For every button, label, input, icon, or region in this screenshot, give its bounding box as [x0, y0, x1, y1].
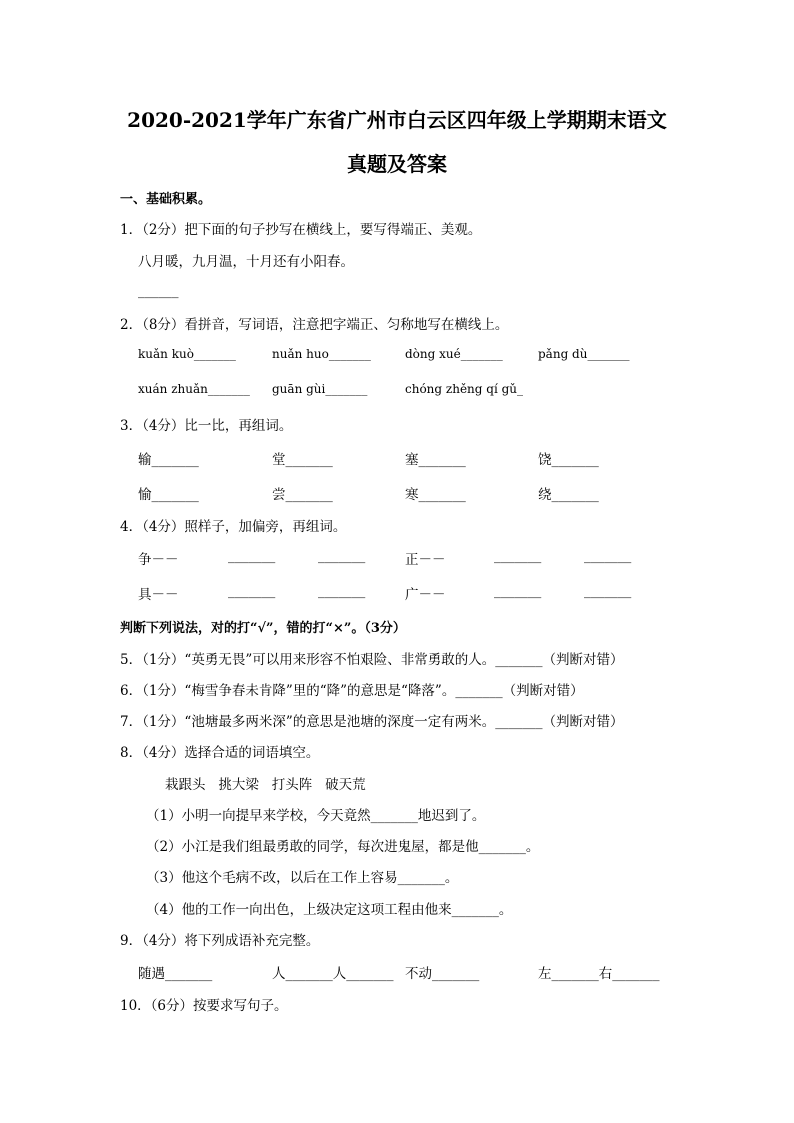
pinyin-item: dòng xué_______: [405, 347, 503, 361]
question-8-item: （4）他的工作一向出色，上级决定这项工程由他来_______。: [146, 902, 513, 918]
radical-blank: _______: [228, 583, 276, 599]
section-heading-basics: 一、基础积累。: [120, 192, 212, 207]
idiom-item: 人_______人_______: [272, 966, 394, 982]
radical-blank: _______: [318, 583, 366, 599]
question-8-stem: 8．（4分）选择合适的词语填空。: [120, 745, 320, 761]
question-8-item: （2）小江是我们组最勇敢的同学，每次进鬼屋，都是他_______。: [146, 839, 540, 855]
question-10-stem: 10．（6分）按要求写句子。: [120, 998, 288, 1014]
question-7: 7．（1分）“池塘最多两米深”的意思是池塘的深度一定有两米。_______（判断对错）: [120, 714, 624, 730]
compare-word-item: 寒_______: [405, 487, 466, 503]
question-8-item: （1）小明一向提早来学校，今天竟然_______地迟到了。: [146, 808, 486, 824]
radical-blank: _______: [318, 548, 366, 564]
document-title-line1: 2020-2021学年广东省广州市白云区四年级上学期期末语文: [127, 108, 667, 132]
question-4-stem: 4．（4分）照样子，加偏旁，再组词。: [120, 519, 347, 535]
pinyin-item: kuǎn kuò_______: [138, 347, 236, 361]
radical-blank: _______: [494, 583, 542, 599]
radical-item: 具－－: [138, 587, 179, 603]
radical-blank: _______: [494, 548, 542, 564]
compare-word-item: 输_______: [138, 452, 199, 468]
document-title-line2: 真题及答案: [347, 152, 447, 176]
question-6: 6．（1分）“梅雪争春未肯降”里的“降”的意思是“降落”。_______（判断对错）: [120, 683, 584, 699]
radical-blank: _______: [584, 583, 632, 599]
pinyin-item: nuǎn huo_______: [272, 347, 371, 361]
pinyin-item: guān gùi_______: [272, 382, 368, 396]
compare-word-item: 尝_______: [272, 487, 333, 503]
compare-word-item: 绕_______: [538, 487, 599, 503]
question-9-stem: 9．（4分）将下列成语补充完整。: [120, 933, 320, 949]
question-1-stem: 1．（2分）把下面的句子抄写在横线上，要写得端正、美观。: [120, 222, 482, 238]
compare-word-item: 塞_______: [405, 452, 466, 468]
question-1-answer-blank: ______: [138, 283, 179, 299]
question-3-stem: 3．（4分）比一比，再组词。: [120, 418, 293, 434]
idiom-item: 左_______右_______: [538, 966, 660, 982]
radical-item: 争－－: [138, 552, 179, 568]
pinyin-item: pǎng dù_______: [538, 347, 630, 361]
question-2-stem: 2．（8分）看拼音，写词语，注意把字端正、匀称地写在横线上。: [120, 317, 509, 333]
pinyin-item: chóng zhěng qí gǔ_: [405, 382, 524, 396]
question-8-word-options: 栽跟头 挑大梁 打头阵 破天荒: [165, 777, 366, 793]
question-1-sentence: 八月暖，九月温，十月还有小阳春。: [138, 254, 354, 270]
radical-item: 正－－: [405, 552, 446, 568]
pinyin-item: xuán zhuǎn_______: [138, 382, 250, 396]
idiom-item: 不动_______: [405, 966, 480, 982]
compare-word-item: 堂_______: [272, 452, 333, 468]
idiom-item: 随遇_______: [138, 966, 213, 982]
radical-blank: _______: [584, 548, 632, 564]
compare-word-item: 愉_______: [138, 487, 199, 503]
compare-word-item: 饶_______: [538, 452, 599, 468]
radical-item: 广－－: [405, 587, 446, 603]
question-5: 5．（1分）“英勇无畏”可以用来形容不怕艰险、非常勇敢的人。_______（判断对错）: [120, 652, 624, 668]
section-heading-true-false: 判断下列说法，对的打“√”，错的打“×”。（3分）: [120, 621, 406, 636]
question-8-item: （3）他这个毛病不改，以后在工作上容易_______。: [146, 870, 459, 886]
radical-blank: _______: [228, 548, 276, 564]
